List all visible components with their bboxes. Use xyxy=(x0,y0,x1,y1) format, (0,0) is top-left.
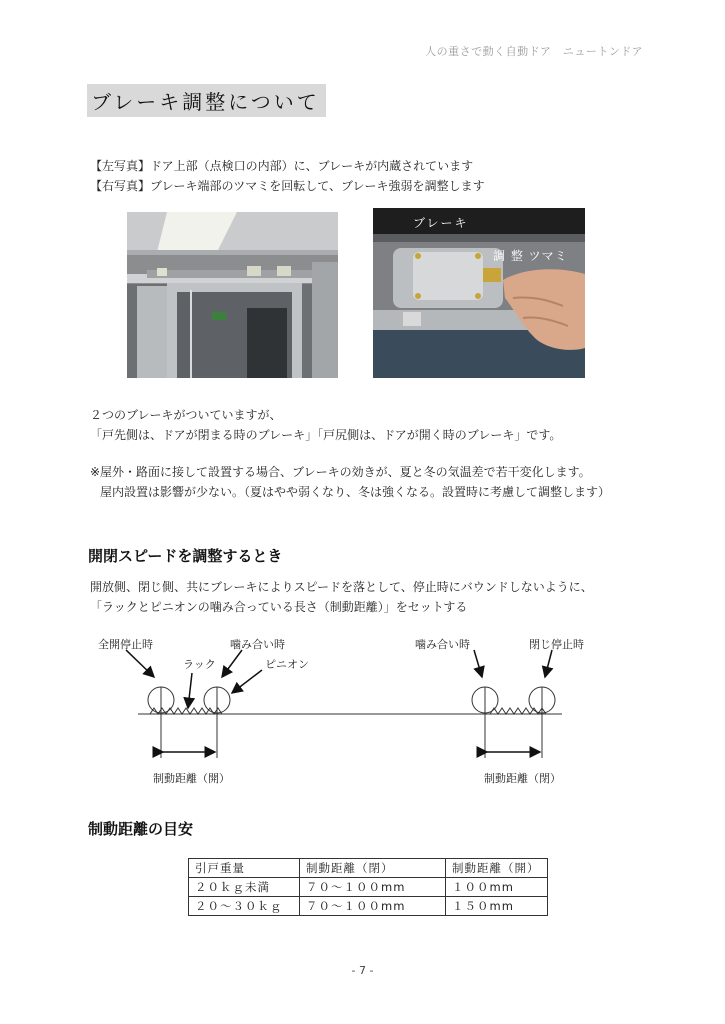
table-row xyxy=(189,878,548,897)
body-line-1: ２つのブレーキがついていますが、 xyxy=(90,408,282,422)
left-photo-illustration xyxy=(127,212,338,378)
arrow-mesh-right xyxy=(474,650,482,677)
table-cell: ７０〜１００mm xyxy=(300,897,446,916)
label-full-open-stop: 全開停止時 xyxy=(98,638,153,651)
table-header-cell: 引戸重量 xyxy=(189,859,300,878)
arrow-pinion xyxy=(232,670,262,693)
label-mesh-left: 噛み合い時 xyxy=(230,638,285,651)
body-note-2: 屋内設置は影響が少ない。（夏はやや弱くなり、冬は強くなる。設置時に考慮して調整します） xyxy=(100,485,611,499)
arrow-close-stop xyxy=(545,650,552,677)
photo-label-adjust-knob: 調 整 ツマミ xyxy=(493,249,568,263)
page-number: - 7 - xyxy=(351,964,374,977)
diagram-right-group xyxy=(472,650,555,758)
label-pinion: ピニオン xyxy=(265,658,309,671)
page-title: ブレーキ調整について xyxy=(87,84,326,117)
table-header-cell: 制動距離（開） xyxy=(446,859,548,878)
photo-label-brake: ブレーキ xyxy=(413,216,469,230)
label-mesh-right: 噛み合い時 xyxy=(415,638,470,651)
label-distance-open: 制動距離（開） xyxy=(153,772,230,785)
table-header-cell: 制動距離（閉） xyxy=(300,859,446,878)
arrow-full-open xyxy=(126,650,154,677)
section-heading-speed: 開閉スピードを調整するとき xyxy=(88,547,283,565)
document-header: 人の重さで動く自動ドア ニュートンドア xyxy=(425,45,643,58)
table-cell: １００mm xyxy=(446,878,548,897)
label-rack: ラック xyxy=(183,658,216,671)
arrow-mesh-left xyxy=(222,650,242,677)
table-cell: ２０ｋｇ未満 xyxy=(189,878,300,897)
section-heading-distance-guide: 制動距離の目安 xyxy=(88,820,194,838)
body-line-2: 「戸先側は、ドアが閉まる時のブレーキ」「戸尻側は、ドアが開く時のブレーキ」です。 xyxy=(90,428,562,442)
body-note-1: ※屋外・路面に接して設置する場合、ブレーキの効きが、夏と冬の気温差で若干変化します。 xyxy=(90,465,591,479)
intro-line-right-photo: 【右写真】ブレーキ端部のツマミを回転して、ブレーキ強弱を調整します xyxy=(90,179,485,193)
table-cell: １５０mm xyxy=(446,897,548,916)
label-distance-close: 制動距離（閉） xyxy=(484,772,561,785)
table-cell: ７０〜１００mm xyxy=(300,878,446,897)
section1-line-1: 開放側、閉じ側、共にブレーキによりスピードを落として、停止時にバウンドしないように、 xyxy=(90,580,593,594)
right-rack-teeth xyxy=(490,708,546,714)
section1-line-2: 「ラックとピニオンの噛み合っている長さ（制動距離）」をセットする xyxy=(90,600,468,614)
left-photo-door-top xyxy=(127,212,338,378)
label-close-stop: 閉じ停止時 xyxy=(529,638,584,651)
table-header-row xyxy=(189,859,548,878)
intro-line-left-photo: 【左写真】ドア上部（点検口の内部）に、ブレーキが内蔵されています xyxy=(90,159,474,173)
braking-distance-table xyxy=(188,858,548,916)
table-row xyxy=(189,897,548,916)
right-photo-illustration xyxy=(373,208,585,378)
arrow-rack xyxy=(188,673,192,708)
table-cell: ２０〜３０ｋｇ xyxy=(189,897,300,916)
right-photo-brake-knob xyxy=(373,208,585,378)
